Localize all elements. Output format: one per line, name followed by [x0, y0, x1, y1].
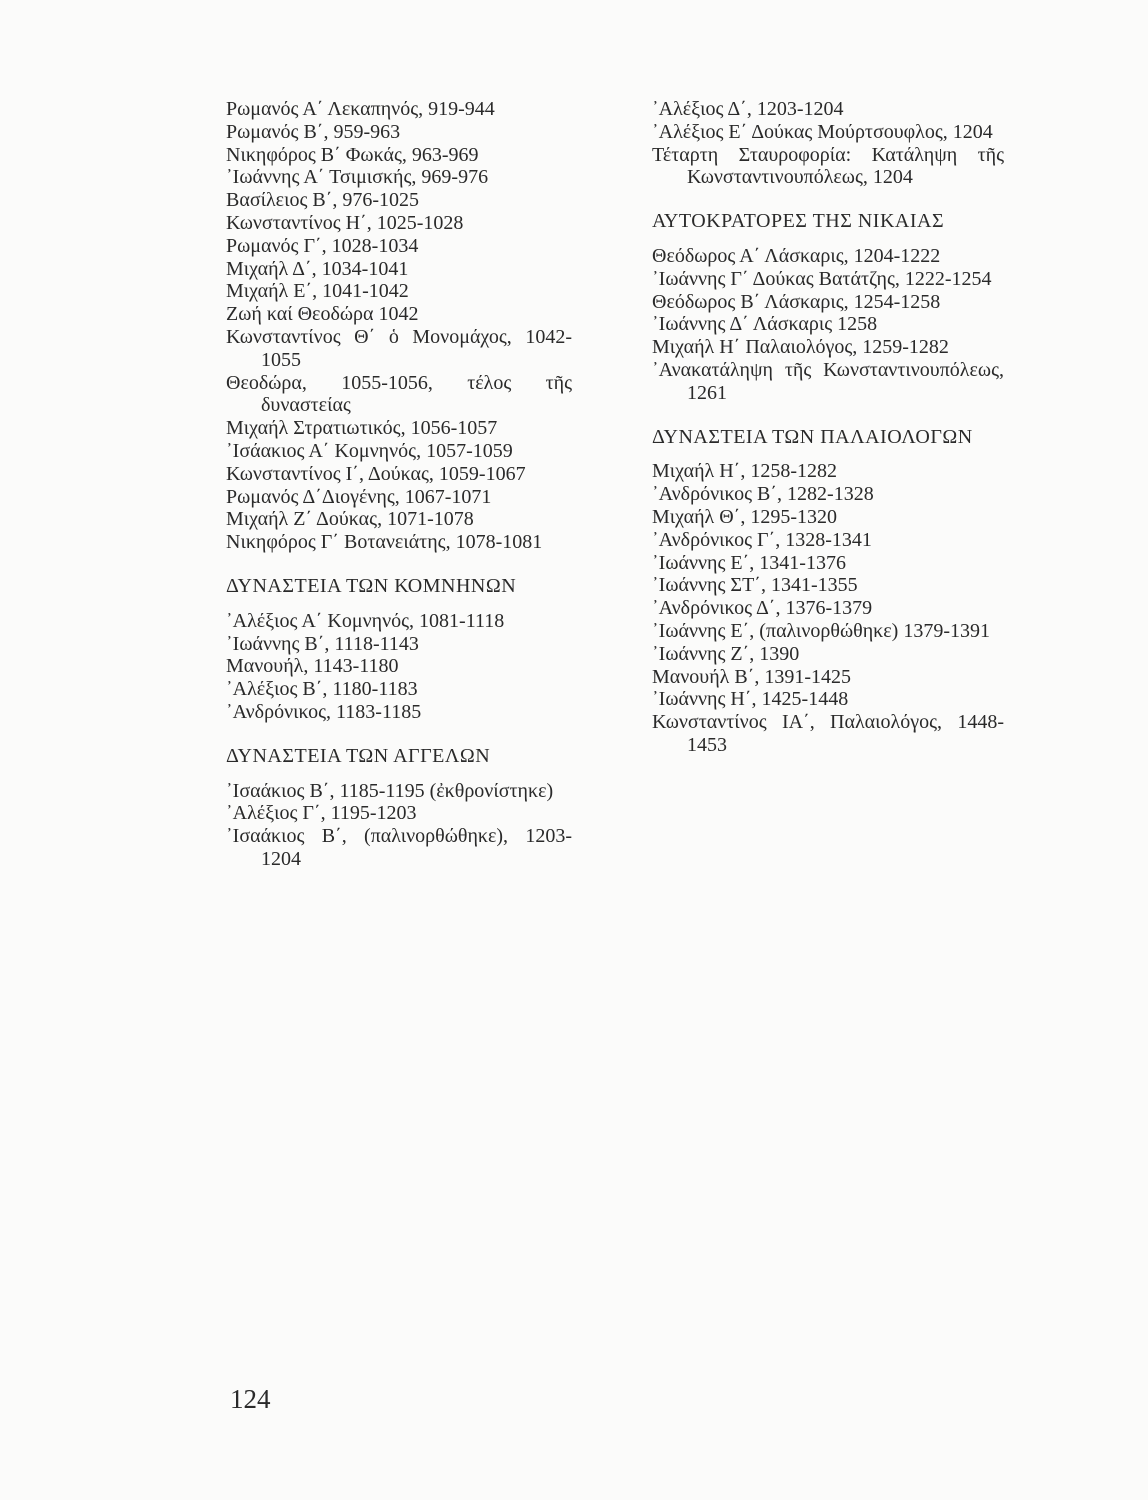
left-column: [226, 98, 572, 871]
list-item: ᾿Αλέξιος Γ΄, 1195-1203: [226, 802, 417, 825]
list-item: Μιχαήλ Η΄, 1258-1282: [652, 460, 837, 483]
list-item: Ρωμανός Δ΄Διογένης, 1067-1071: [226, 485, 492, 508]
list-item: ᾿Ιωάννης Η΄, 1425-1448: [652, 688, 849, 711]
page-number: 124: [230, 1384, 271, 1414]
list-item: ᾿Αλέξιος Α΄ Κομνηνός, 1081-1118: [226, 609, 505, 632]
list-item: Ρωμανός Α΄ Λεκαπηνός, 919-944: [226, 98, 495, 120]
list-item: Τέταρτη Σταυροφορία: Κατάληψη τῆς Κωνσταντινουπόλεως, 1204: [652, 143, 1004, 189]
list-item: ᾿Ανδρόνικος Β΄, 1282-1328: [652, 483, 874, 506]
list-item: Μανουήλ Β΄, 1391-1425: [652, 665, 852, 688]
list-item: ᾿Ισάακιος Α΄ Κομνηνός, 1057-1059: [226, 439, 513, 462]
list-item: Κωνσταντίνος Ι΄, Δούκας, 1059-1067: [226, 462, 526, 485]
list-item: Κωνσταντίνος Η΄, 1025-1028: [226, 211, 464, 234]
list-item: ᾿Ανδρόνικος Γ΄, 1328-1341: [652, 528, 872, 551]
list-item: Θεόδωρος Β΄ Λάσκαρις, 1254-1258: [652, 290, 941, 313]
list-item: ᾿Ιωάννης ΣΤ΄, 1341-1355: [652, 574, 858, 597]
section-heading-nicaea: ΑΥΤΟΚΡΑΤΟΡΕΣ ΤΗΣ ΝΙΚΑΙΑΣ: [652, 210, 945, 233]
list-item: Ρωμανός Γ΄, 1028-1034: [226, 234, 419, 257]
list-item: Μιχαήλ Ζ΄ Δούκας, 1071-1078: [226, 508, 474, 531]
list-item: Μανουήλ, 1143-1180: [226, 655, 399, 678]
list-item: ᾿Ανδρόνικος Δ΄, 1376-1379: [652, 597, 873, 620]
list-item: ᾿Ιωάννης Δ΄ Λάσκαρις 1258: [652, 313, 878, 336]
section-heading-komnenoi: ΔΥΝΑΣΤΕΙΑ ΤΩΝ ΚΟΜΝΗΝΩΝ: [226, 574, 517, 597]
list-item: ᾿Ιωάννης Β΄, 1118-1143: [226, 632, 419, 655]
list-item: ᾿Ισαάκιος Β΄, 1185-1195 (ἐκθρονίστηκε): [226, 779, 554, 802]
list-item: Κωνσταντίνος ΙΑ΄, Παλαιολόγος, 1448-1453: [652, 711, 1004, 756]
list-item: ᾿Ιωάννης Γ΄ Δούκας Βατάτζης, 1222-1254: [652, 267, 992, 290]
list-item: Ζωή καί Θεοδώρα 1042: [226, 303, 419, 326]
list-item: ᾿Ιωάννης Ε΄, (παλινορθώθηκε) 1379-1391: [652, 619, 990, 642]
list-item: ᾿Αλέξιος Ε΄ Δούκας Μούρτσουφλος, 1204: [652, 120, 993, 143]
list-item: Θεοδώρα, 1055-1056, τέλος τῆς δυναστείας: [226, 371, 572, 417]
list-item: ᾿Αλέξιος Δ΄, 1203-1204: [652, 98, 844, 120]
list-item: Θεόδωρος Α΄ Λάσκαρις, 1204-1222: [652, 244, 941, 267]
list-item: ᾿Ιωάννης Ζ΄, 1390: [652, 642, 800, 665]
list-item: Μιχαήλ Δ΄, 1034-1041: [226, 257, 409, 280]
list-item: ᾿Ιωάννης Ε΄, 1341-1376: [652, 551, 846, 574]
list-item: Μιχαήλ Θ΄, 1295-1320: [652, 505, 837, 528]
list-item: ᾿Ανδρόνικος, 1183-1185: [226, 700, 422, 723]
list-item: Μιχαήλ Στρατιωτικός, 1056-1057: [226, 417, 498, 440]
list-item: ᾿Ιωάννης Α΄ Τσιμισκής, 969-976: [226, 166, 489, 189]
list-item: ᾿Ισαάκιος Β΄, (παλινορθώθηκε), 1203-1204: [226, 825, 572, 870]
list-item: ᾿Ανακατάληψη τῆς Κωνσταντινουπόλεως, 1261: [652, 358, 1004, 404]
section-heading-palaiologoi: ΔΥΝΑΣΤΕΙΑ ΤΩΝ ΠΑΛΑΙΟΛΟΓΩΝ: [652, 425, 973, 448]
list-item: Μιχαήλ Η΄ Παλαιολόγος, 1259-1282: [652, 336, 949, 359]
list-item: Νικηφόρος Γ΄ Βοτανειάτης, 1078-1081: [226, 531, 543, 554]
list-item: Βασίλειος Β΄, 976-1025: [226, 189, 420, 212]
right-column: [652, 98, 1004, 757]
list-item: Μιχαήλ Ε΄, 1041-1042: [226, 280, 409, 303]
section-heading-angeloi: ΔΥΝΑΣΤΕΙΑ ΤΩΝ ΑΓΓΕΛΩΝ: [226, 744, 491, 767]
list-item: Κωνσταντίνος Θ΄ ὁ Μονομάχος, 1042-1055: [226, 325, 572, 371]
list-item: Νικηφόρος Β΄ Φωκάς, 963-969: [226, 143, 479, 166]
list-item: Ρωμανός Β΄, 959-963: [226, 120, 401, 143]
list-item: ᾿Αλέξιος Β΄, 1180-1183: [226, 678, 418, 701]
